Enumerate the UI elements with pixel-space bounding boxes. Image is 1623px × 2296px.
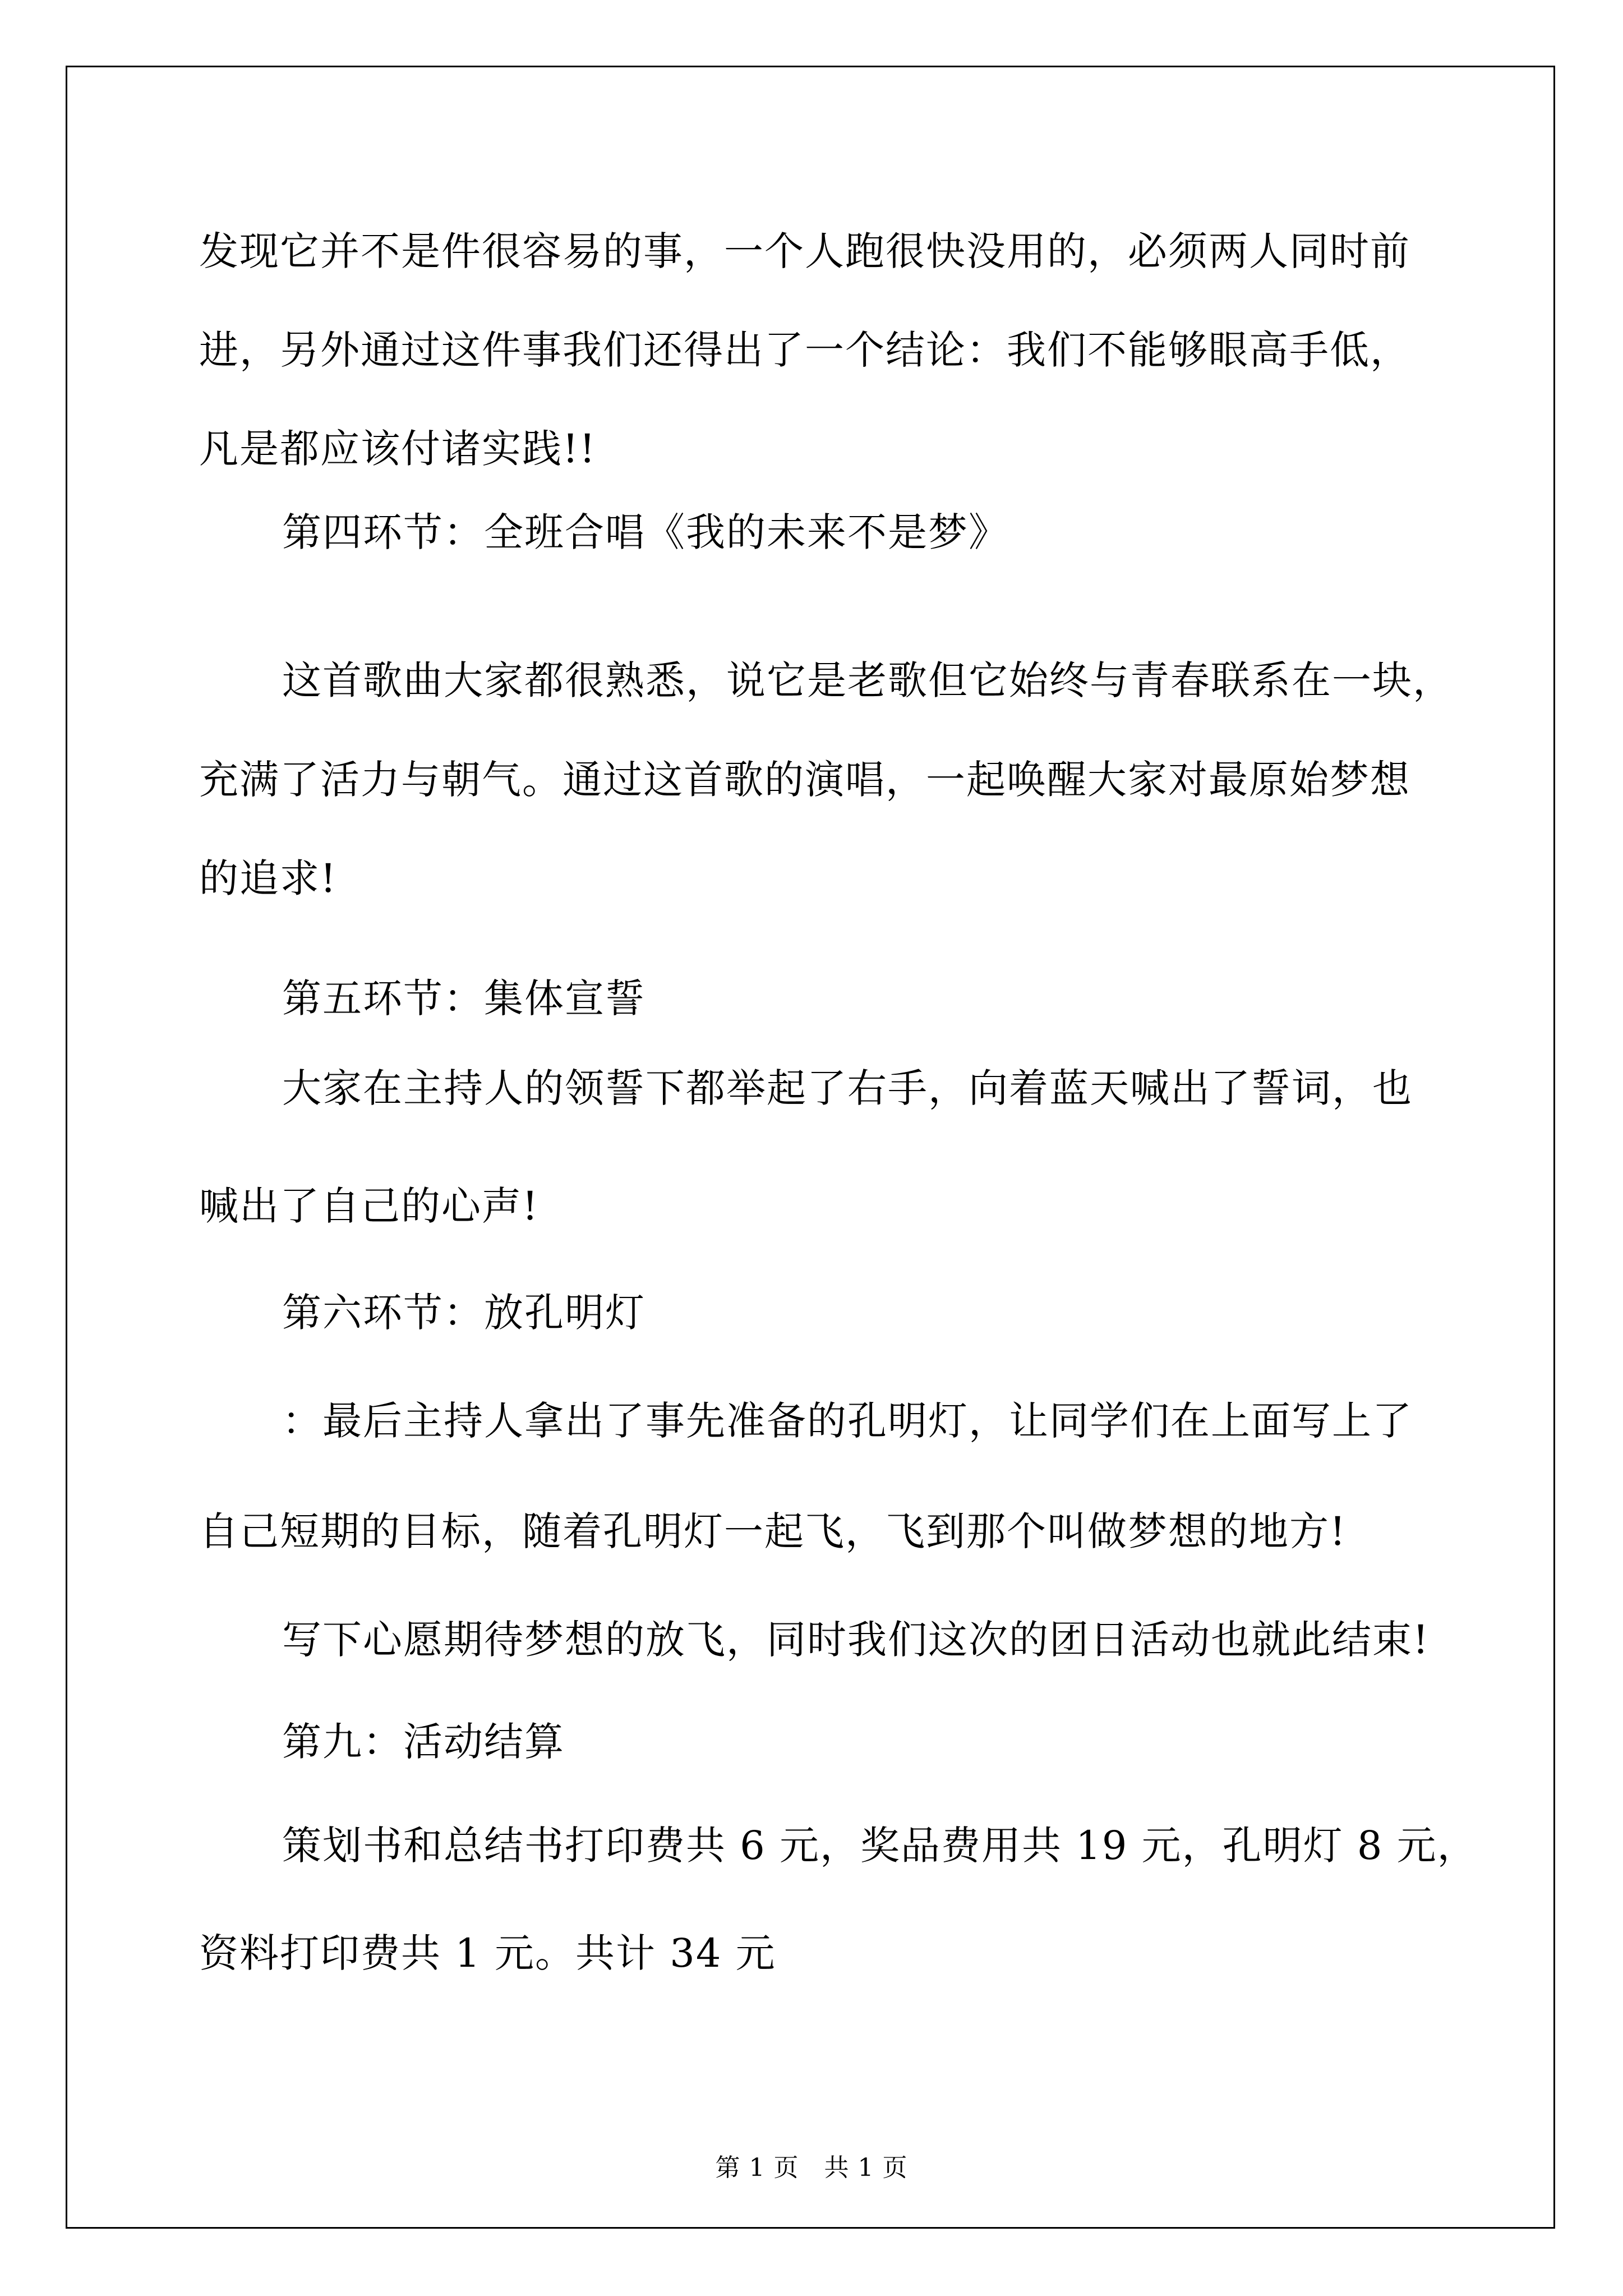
text-line: 写下心愿期待梦想的放飞，同时我们这次的团日活动也就此结束! bbox=[282, 1617, 1430, 1663]
section-heading: 第五环节：集体宣誓 bbox=[282, 976, 645, 1022]
text-line: 充满了活力与朝气。通过这首歌的演唱，一起唤醒大家对最原始梦想 bbox=[199, 757, 1410, 803]
text-line: 自己短期的目标，随着孔明灯一起飞，飞到那个叫做梦想的地方! bbox=[199, 1508, 1347, 1554]
text-line: 发现它并不是件很容易的事，一个人跑很快没用的，必须两人同时前 bbox=[199, 228, 1410, 274]
text-line: ：最后主持人拿出了事先准备的孔明灯，让同学们在上面写上了 bbox=[282, 1398, 1413, 1444]
text-line: 资料打印费共 1 元。共计 34 元 bbox=[199, 1930, 776, 1976]
page-footer: 第 1 页 共 1 页 bbox=[715, 2154, 908, 2182]
text-line: 大家在主持人的领誓下都举起了右手，向着蓝天喊出了誓词，也 bbox=[282, 1065, 1413, 1111]
section-heading: 第六环节：放孔明灯 bbox=[282, 1290, 645, 1336]
text-line: 这首歌曲大家都很熟悉，说它是老歌但它始终与青春联系在一块， bbox=[282, 657, 1453, 703]
text-line: 的追求! bbox=[199, 855, 338, 901]
text-line: 进，另外通过这件事我们还得出了一个结论：我们不能够眼高手低， bbox=[199, 327, 1410, 373]
page-border bbox=[66, 66, 1555, 2229]
text-line: 凡是都应该付诸实践!! bbox=[199, 426, 597, 472]
section-heading: 第四环节：全班合唱《我的未来不是梦》 bbox=[282, 509, 1009, 555]
section-heading: 第九：活动结算 bbox=[282, 1719, 565, 1765]
text-line: 喊出了自己的心声! bbox=[199, 1183, 540, 1229]
text-line: 策划书和总结书打印费共 6 元，奖品费用共 19 元，孔明灯 8 元， bbox=[282, 1823, 1478, 1869]
